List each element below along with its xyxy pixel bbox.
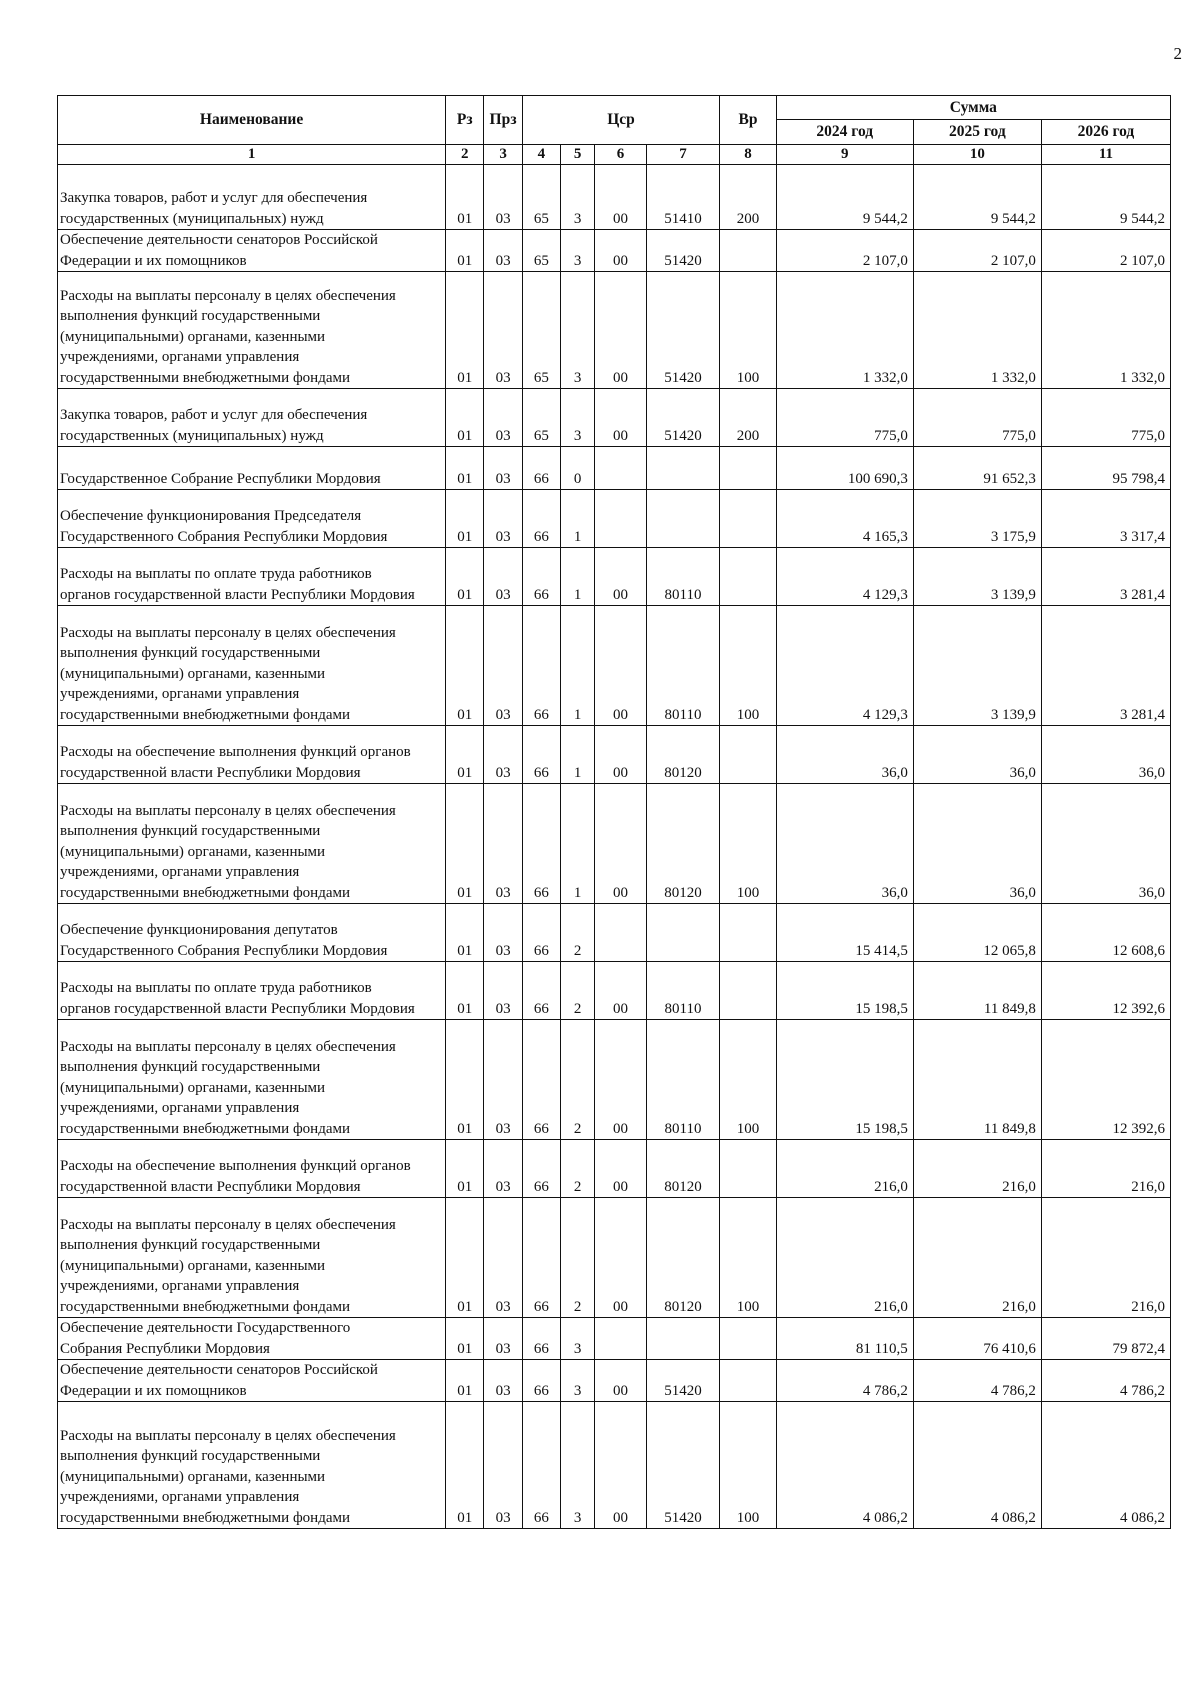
row-csr-part3: 00	[595, 1402, 646, 1529]
column-number: 9	[776, 145, 913, 165]
row-sum-2026: 36,0	[1041, 726, 1170, 784]
row-sum-2026: 12 392,6	[1041, 962, 1170, 1020]
header-rz: Рз	[446, 96, 484, 145]
column-number: 1	[58, 145, 446, 165]
row-name: Расходы на выплаты по оплате труда работников органов государственной власти Республики Мордовия	[58, 962, 446, 1020]
header-sum: Сумма	[776, 96, 1170, 120]
row-csr-part4: 51420	[646, 272, 720, 389]
row-csr-part3	[595, 490, 646, 548]
table-row	[58, 1140, 1171, 1198]
row-csr-part1: 66	[522, 606, 560, 726]
row-csr-part2: 1	[561, 606, 595, 726]
row-csr-part1: 66	[522, 447, 560, 490]
row-sum-2024: 4 129,3	[776, 548, 913, 606]
table-row	[58, 548, 1171, 606]
row-csr-part4	[646, 1318, 720, 1360]
row-csr-part2: 1	[561, 548, 595, 606]
row-sum-2026: 95 798,4	[1041, 447, 1170, 490]
header-year-2025: 2025 год	[913, 120, 1041, 145]
row-sum-2025: 3 139,9	[913, 606, 1041, 726]
column-number-row	[58, 145, 1171, 165]
row-csr-part1: 66	[522, 490, 560, 548]
row-vr	[720, 1360, 776, 1402]
row-csr-part1: 65	[522, 272, 560, 389]
row-vr: 100	[720, 272, 776, 389]
column-number: 3	[484, 145, 522, 165]
row-csr-part2: 3	[561, 1402, 595, 1529]
row-vr	[720, 904, 776, 962]
row-csr-part1: 66	[522, 904, 560, 962]
row-sum-2025: 2 107,0	[913, 230, 1041, 272]
row-csr-part2: 1	[561, 490, 595, 548]
row-rz: 01	[446, 1198, 484, 1318]
table-row	[58, 389, 1171, 447]
row-csr-part4: 51420	[646, 389, 720, 447]
row-csr-part1: 66	[522, 784, 560, 904]
row-prz: 03	[484, 272, 522, 389]
header-prz: Прз	[484, 96, 522, 145]
table-row	[58, 904, 1171, 962]
row-csr-part3: 00	[595, 962, 646, 1020]
row-prz: 03	[484, 784, 522, 904]
header-year-2026: 2026 год	[1041, 120, 1170, 145]
row-sum-2024: 4 786,2	[776, 1360, 913, 1402]
row-csr-part1: 66	[522, 1140, 560, 1198]
row-sum-2024: 36,0	[776, 784, 913, 904]
row-csr-part1: 65	[522, 389, 560, 447]
row-name: Расходы на выплаты персоналу в целях обеспечения выполнения функций государственными (муниципальными) органами, казенными учреждениями, органами управления государственными внебюджетными фондами	[58, 1402, 446, 1529]
row-prz: 03	[484, 165, 522, 230]
row-sum-2024: 81 110,5	[776, 1318, 913, 1360]
page-number: 2	[1173, 44, 1182, 63]
row-csr-part4: 51420	[646, 1402, 720, 1529]
row-csr-part4: 80110	[646, 606, 720, 726]
row-prz: 03	[484, 389, 522, 447]
row-csr-part2: 1	[561, 726, 595, 784]
row-rz: 01	[446, 726, 484, 784]
row-name: Расходы на выплаты персоналу в целях обеспечения выполнения функций государственными (муниципальными) органами, казенными учреждениями, органами управления государственными внебюджетными фондами	[58, 1020, 446, 1140]
row-csr-part3: 00	[595, 726, 646, 784]
row-csr-part2: 3	[561, 165, 595, 230]
row-sum-2025: 3 139,9	[913, 548, 1041, 606]
row-prz: 03	[484, 1360, 522, 1402]
table-row	[58, 606, 1171, 726]
row-csr-part4: 51410	[646, 165, 720, 230]
row-sum-2024: 4 129,3	[776, 606, 913, 726]
row-name: Государственное Собрание Республики Мордовия	[58, 447, 446, 490]
row-csr-part1: 66	[522, 962, 560, 1020]
column-number: 8	[720, 145, 776, 165]
row-csr-part2: 3	[561, 272, 595, 389]
row-csr-part2: 0	[561, 447, 595, 490]
row-prz: 03	[484, 1140, 522, 1198]
row-csr-part1: 66	[522, 1318, 560, 1360]
row-sum-2024: 4 086,2	[776, 1402, 913, 1529]
column-number: 5	[561, 145, 595, 165]
row-sum-2026: 12 392,6	[1041, 1020, 1170, 1140]
row-vr	[720, 490, 776, 548]
table-row	[58, 726, 1171, 784]
row-csr-part4: 80120	[646, 1198, 720, 1318]
row-sum-2025: 11 849,8	[913, 1020, 1041, 1140]
table-row	[58, 1020, 1171, 1140]
row-sum-2024: 775,0	[776, 389, 913, 447]
row-sum-2026: 216,0	[1041, 1198, 1170, 1318]
row-rz: 01	[446, 1318, 484, 1360]
row-csr-part3	[595, 904, 646, 962]
row-csr-part1: 66	[522, 726, 560, 784]
row-name: Обеспечение деятельности Государственного Собрания Республики Мордовия	[58, 1318, 446, 1360]
row-prz: 03	[484, 962, 522, 1020]
row-csr-part2: 2	[561, 1140, 595, 1198]
row-sum-2024: 36,0	[776, 726, 913, 784]
row-prz: 03	[484, 230, 522, 272]
row-name: Расходы на выплаты персоналу в целях обеспечения выполнения функций государственными (муниципальными) органами, казенными учреждениями, органами управления государственными внебюджетными фондами	[58, 1198, 446, 1318]
row-csr-part3: 00	[595, 165, 646, 230]
header-csr: Цср	[522, 96, 720, 145]
row-rz: 01	[446, 1140, 484, 1198]
row-sum-2025: 4 086,2	[913, 1402, 1041, 1529]
column-number: 10	[913, 145, 1041, 165]
row-sum-2026: 3 281,4	[1041, 548, 1170, 606]
table-row	[58, 1402, 1171, 1529]
row-csr-part4	[646, 490, 720, 548]
row-prz: 03	[484, 1020, 522, 1140]
row-sum-2025: 36,0	[913, 784, 1041, 904]
row-vr	[720, 962, 776, 1020]
column-number: 11	[1041, 145, 1170, 165]
row-csr-part3: 00	[595, 1020, 646, 1140]
row-name: Обеспечение деятельности сенаторов Российской Федерации и их помощников	[58, 1360, 446, 1402]
row-csr-part1: 66	[522, 1020, 560, 1140]
column-number: 2	[446, 145, 484, 165]
row-csr-part4: 80110	[646, 962, 720, 1020]
table-row	[58, 230, 1171, 272]
row-sum-2025: 11 849,8	[913, 962, 1041, 1020]
row-csr-part4	[646, 904, 720, 962]
row-csr-part3: 00	[595, 230, 646, 272]
row-csr-part3: 00	[595, 389, 646, 447]
row-csr-part4: 80110	[646, 1020, 720, 1140]
row-rz: 01	[446, 784, 484, 904]
table-body	[58, 165, 1171, 1529]
row-rz: 01	[446, 962, 484, 1020]
row-vr	[720, 726, 776, 784]
row-rz: 01	[446, 490, 484, 548]
row-sum-2024: 216,0	[776, 1198, 913, 1318]
row-csr-part3: 00	[595, 1360, 646, 1402]
row-vr	[720, 447, 776, 490]
row-sum-2025: 1 332,0	[913, 272, 1041, 389]
row-csr-part4: 51420	[646, 1360, 720, 1402]
row-rz: 01	[446, 1360, 484, 1402]
row-vr: 100	[720, 1402, 776, 1529]
row-sum-2025: 9 544,2	[913, 165, 1041, 230]
row-name: Расходы на обеспечение выполнения функций органов государственной власти Республики Мордовия	[58, 726, 446, 784]
row-csr-part4: 51420	[646, 230, 720, 272]
row-vr	[720, 548, 776, 606]
row-sum-2024: 15 414,5	[776, 904, 913, 962]
row-csr-part3: 00	[595, 1140, 646, 1198]
row-sum-2024: 1 332,0	[776, 272, 913, 389]
row-csr-part2: 2	[561, 904, 595, 962]
row-sum-2026: 216,0	[1041, 1140, 1170, 1198]
row-sum-2026: 3 317,4	[1041, 490, 1170, 548]
row-sum-2025: 216,0	[913, 1140, 1041, 1198]
row-csr-part3: 00	[595, 548, 646, 606]
row-prz: 03	[484, 1402, 522, 1529]
row-sum-2025: 36,0	[913, 726, 1041, 784]
row-prz: 03	[484, 1198, 522, 1318]
row-rz: 01	[446, 606, 484, 726]
row-sum-2026: 36,0	[1041, 784, 1170, 904]
row-sum-2026: 4 786,2	[1041, 1360, 1170, 1402]
row-csr-part3	[595, 1318, 646, 1360]
row-prz: 03	[484, 447, 522, 490]
row-csr-part2: 2	[561, 1198, 595, 1318]
row-sum-2026: 9 544,2	[1041, 165, 1170, 230]
header-year-2024: 2024 год	[776, 120, 913, 145]
row-csr-part2: 2	[561, 1020, 595, 1140]
row-name: Обеспечение деятельности сенаторов Российской Федерации и их помощников	[58, 230, 446, 272]
row-csr-part3: 00	[595, 784, 646, 904]
row-vr: 100	[720, 1198, 776, 1318]
row-prz: 03	[484, 726, 522, 784]
row-name: Расходы на выплаты персоналу в целях обеспечения выполнения функций государственными (муниципальными) органами, казенными учреждениями, органами управления государственными внебюджетными фондами	[58, 606, 446, 726]
row-csr-part1: 66	[522, 1402, 560, 1529]
row-sum-2024: 9 544,2	[776, 165, 913, 230]
row-vr	[720, 1318, 776, 1360]
row-sum-2025: 76 410,6	[913, 1318, 1041, 1360]
row-csr-part2: 3	[561, 1318, 595, 1360]
column-number: 7	[646, 145, 720, 165]
row-sum-2026: 12 608,6	[1041, 904, 1170, 962]
table-row	[58, 1360, 1171, 1402]
header-name: Наименование	[58, 96, 446, 145]
row-sum-2026: 79 872,4	[1041, 1318, 1170, 1360]
row-sum-2024: 15 198,5	[776, 962, 913, 1020]
row-sum-2026: 2 107,0	[1041, 230, 1170, 272]
header-vr: Вр	[720, 96, 776, 145]
row-name: Обеспечение функционирования депутатов Государственного Собрания Республики Мордовия	[58, 904, 446, 962]
row-sum-2026: 1 332,0	[1041, 272, 1170, 389]
row-sum-2026: 3 281,4	[1041, 606, 1170, 726]
row-name: Обеспечение функционирования Председателя Государственного Собрания Республики Мордовия	[58, 490, 446, 548]
row-csr-part2: 3	[561, 389, 595, 447]
row-rz: 01	[446, 904, 484, 962]
row-csr-part3	[595, 447, 646, 490]
table-row	[58, 1318, 1171, 1360]
column-number: 4	[522, 145, 560, 165]
row-csr-part4	[646, 447, 720, 490]
row-vr: 200	[720, 389, 776, 447]
row-csr-part3: 00	[595, 606, 646, 726]
row-csr-part2: 2	[561, 962, 595, 1020]
row-name: Расходы на выплаты персоналу в целях обеспечения выполнения функций государственными (муниципальными) органами, казенными учреждениями, органами управления государственными внебюджетными фондами	[58, 272, 446, 389]
row-prz: 03	[484, 606, 522, 726]
row-prz: 03	[484, 490, 522, 548]
row-rz: 01	[446, 230, 484, 272]
row-name: Закупка товаров, работ и услуг для обеспечения государственных (муниципальных) нужд	[58, 389, 446, 447]
row-rz: 01	[446, 389, 484, 447]
row-csr-part2: 3	[561, 230, 595, 272]
row-prz: 03	[484, 548, 522, 606]
row-rz: 01	[446, 447, 484, 490]
row-sum-2025: 4 786,2	[913, 1360, 1041, 1402]
row-csr-part3: 00	[595, 1198, 646, 1318]
row-csr-part4: 80120	[646, 726, 720, 784]
row-csr-part2: 1	[561, 784, 595, 904]
row-rz: 01	[446, 272, 484, 389]
row-vr	[720, 230, 776, 272]
table-row	[58, 272, 1171, 389]
row-sum-2026: 4 086,2	[1041, 1402, 1170, 1529]
row-csr-part1: 66	[522, 1198, 560, 1318]
row-vr: 200	[720, 165, 776, 230]
row-csr-part1: 66	[522, 548, 560, 606]
row-sum-2024: 2 107,0	[776, 230, 913, 272]
table-row	[58, 165, 1171, 230]
row-sum-2024: 100 690,3	[776, 447, 913, 490]
row-csr-part1: 66	[522, 1360, 560, 1402]
row-csr-part2: 3	[561, 1360, 595, 1402]
row-csr-part1: 65	[522, 230, 560, 272]
row-prz: 03	[484, 904, 522, 962]
table-row	[58, 784, 1171, 904]
row-csr-part1: 65	[522, 165, 560, 230]
row-rz: 01	[446, 1402, 484, 1529]
budget-table	[57, 95, 1171, 1529]
row-sum-2025: 216,0	[913, 1198, 1041, 1318]
row-sum-2024: 15 198,5	[776, 1020, 913, 1140]
row-sum-2025: 91 652,3	[913, 447, 1041, 490]
row-vr	[720, 1140, 776, 1198]
row-name: Расходы на выплаты по оплате труда работников органов государственной власти Республики Мордовия	[58, 548, 446, 606]
row-prz: 03	[484, 1318, 522, 1360]
row-name: Закупка товаров, работ и услуг для обеспечения государственных (муниципальных) нужд	[58, 165, 446, 230]
table-row	[58, 490, 1171, 548]
row-sum-2025: 3 175,9	[913, 490, 1041, 548]
row-rz: 01	[446, 1020, 484, 1140]
table-row	[58, 1198, 1171, 1318]
row-sum-2025: 775,0	[913, 389, 1041, 447]
row-vr: 100	[720, 1020, 776, 1140]
row-csr-part3: 00	[595, 272, 646, 389]
row-sum-2024: 4 165,3	[776, 490, 913, 548]
row-csr-part4: 80120	[646, 1140, 720, 1198]
row-name: Расходы на обеспечение выполнения функций органов государственной власти Республики Мордовия	[58, 1140, 446, 1198]
row-sum-2025: 12 065,8	[913, 904, 1041, 962]
row-rz: 01	[446, 165, 484, 230]
row-sum-2026: 775,0	[1041, 389, 1170, 447]
row-vr: 100	[720, 784, 776, 904]
row-vr: 100	[720, 606, 776, 726]
row-sum-2024: 216,0	[776, 1140, 913, 1198]
row-csr-part4: 80110	[646, 548, 720, 606]
table-row	[58, 962, 1171, 1020]
row-csr-part4: 80120	[646, 784, 720, 904]
table-row	[58, 447, 1171, 490]
row-rz: 01	[446, 548, 484, 606]
row-name: Расходы на выплаты персоналу в целях обеспечения выполнения функций государственными (муниципальными) органами, казенными учреждениями, органами управления государственными внебюджетными фондами	[58, 784, 446, 904]
column-number: 6	[595, 145, 646, 165]
